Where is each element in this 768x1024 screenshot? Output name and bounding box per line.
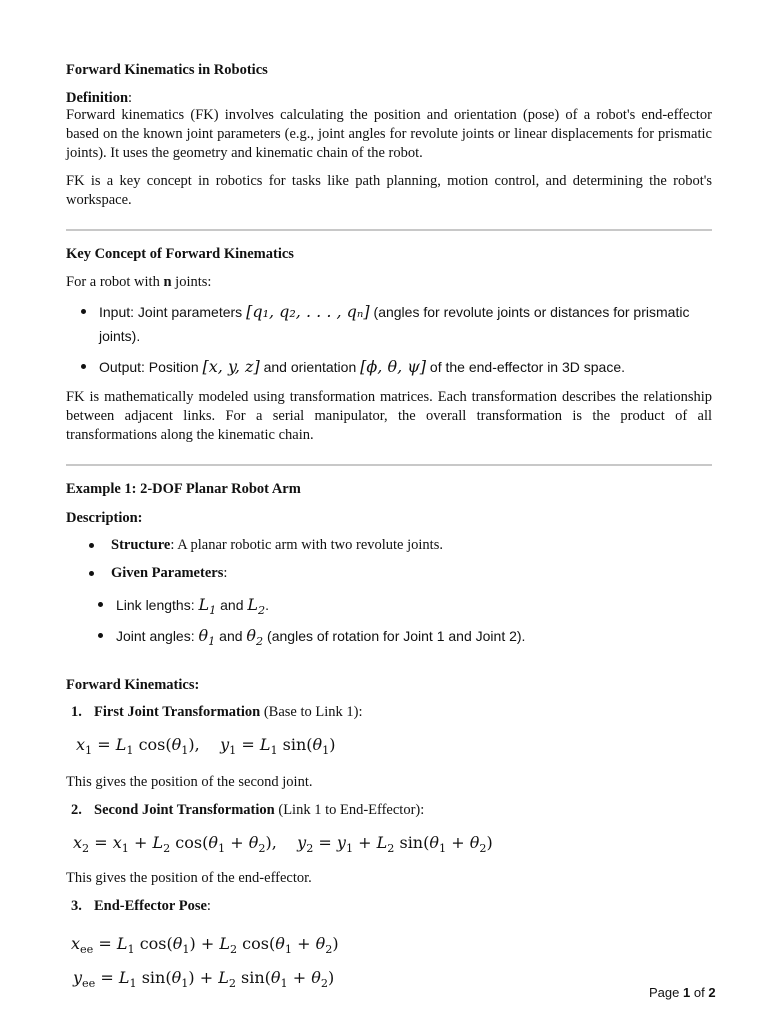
equation-yee: $y_{ee} = L_1$ $\sin(\theta_1) + L_2$ $\sin(\theta_1 + \theta_2)$	[73, 968, 335, 991]
step2-note: This gives the position of the end-effector.	[66, 870, 312, 886]
angle-pre: Joint angles:	[116, 628, 199, 644]
given-colon: :	[223, 565, 228, 581]
angle-post: (angles of rotation for Joint 1 and Joint 2).	[263, 628, 526, 644]
definition-para2: FK is a key concept in robotics for tasks like path planning, motion control, and determining the robot's workspace.	[66, 173, 712, 208]
definition-text: Forward kinematics (FK) involves calculating the position and orientation (pose) of a robot's end-effector based on the known joint parameters (e.g., joint angles for revolute joints or linear displacements for prismatic joints). It uses the geometry and kinematic chain of the robot.	[66, 107, 712, 161]
step1-bold: First Joint Transformation	[94, 704, 261, 720]
definition-colon: :	[128, 90, 133, 106]
footer-total-pages: 2	[708, 985, 716, 1000]
section-divider	[66, 229, 712, 231]
bullet-dot	[89, 543, 94, 548]
bullet-dot	[81, 364, 86, 369]
equation-step1: $x_1 = L_1$ $\cos(\theta_1)$, $y_1 = L_1$ $\sin(\theta_1)$	[76, 735, 336, 758]
bullet-input-post: (angles for revolute joints or distances for prismatic	[369, 304, 690, 320]
equation-xee: $x_{ee} = L_1$ $\cos(\theta_1) + L_2$ $\cos(\theta_1 + \theta_2)$	[71, 934, 339, 957]
step1-number: 1.	[71, 704, 82, 720]
angle-and: and	[215, 628, 247, 644]
step3-title	[94, 897, 211, 916]
bullet-input-line2: joints).	[99, 328, 141, 344]
link-and: and	[216, 597, 248, 613]
bullet-output-math2: [ϕ, θ, ψ]	[360, 357, 427, 376]
forward-kinematics-label: Forward Kinematics:	[66, 677, 200, 693]
footer-of-word: of	[693, 985, 705, 1000]
document-title: Forward Kinematics in Robotics	[66, 62, 268, 78]
step3-number: 3.	[71, 898, 82, 914]
intro-pre: For a robot with	[66, 274, 164, 290]
link-pre: Link lengths:	[116, 597, 199, 613]
link-post: .	[265, 597, 270, 613]
bullet-input-pre: Input: Joint parameters	[99, 304, 247, 320]
page-footer	[649, 983, 716, 1002]
intro-n: n	[163, 274, 172, 290]
footer-page-word: Page	[649, 985, 680, 1000]
example1-heading: Example 1: 2-DOF Planar Robot Arm	[66, 481, 301, 497]
definition-label: Definition	[66, 90, 129, 106]
step3-bold: End-Effector Pose	[94, 898, 207, 914]
step3-text: :	[206, 898, 211, 914]
step1-note: This gives the position of the second joint.	[66, 774, 313, 790]
bullet-output	[99, 357, 712, 377]
footer-current-page: 1	[683, 985, 691, 1000]
section-divider	[66, 464, 712, 466]
bullet-link-lengths: Link lengths: $L_1$ and $L_2$.	[116, 595, 270, 618]
bullet-given	[111, 564, 227, 583]
bullet-output-math1: [x, y, z]	[202, 357, 260, 376]
bullet-output-pre: Output: Position	[99, 359, 203, 375]
bullet-dot	[98, 602, 103, 607]
bullet-output-mid: and orientation	[259, 359, 361, 375]
step1-title	[94, 703, 363, 722]
structure-text: : A planar robotic arm with two revolute joints.	[170, 537, 443, 553]
bullet-output-post: of the end-effector in 3D space.	[426, 359, 626, 375]
bullet-input-math: [q₁, q₂, . . . , qₙ]	[246, 302, 370, 321]
step2-text: (Link 1 to End-Effector):	[274, 802, 425, 818]
step1-text: (Base to Link 1):	[260, 704, 363, 720]
step2-title	[94, 801, 424, 820]
bullet-dot	[98, 633, 103, 638]
bullet-joint-angles: Joint angles: $\theta_1$ and $\theta_2$ (angles of rotation for Joint 1 and Joint 2).	[116, 626, 526, 649]
intro-post: joints:	[171, 274, 212, 290]
bullet-input	[99, 302, 712, 322]
key-concept-paragraph: FK is mathematically modeled using transformation matrices. Each transformation describes the relationship between adjacent links. For a serial manipulator, the overall transformation is the product of all transformations along the kinematic chain.	[66, 389, 712, 443]
bullet-dot	[89, 571, 94, 576]
structure-label: Structure	[111, 537, 171, 553]
description-label: Description:	[66, 510, 143, 526]
key-concept-heading: Key Concept of Forward Kinematics	[66, 246, 294, 262]
bullet-dot	[81, 309, 86, 314]
given-label: Given Parameters	[111, 565, 224, 581]
key-concept-intro	[66, 273, 712, 292]
step2-number: 2.	[71, 802, 82, 818]
equation-step2: $x_2 = x_1 + L_2$ $\cos(\theta_1 + \theta_2)$, $y_2 = y_1 + L_2$ $\sin(\theta_1 + \theta_2)$	[73, 833, 493, 856]
step2-bold: Second Joint Transformation	[94, 802, 275, 818]
bullet-structure	[111, 536, 443, 555]
